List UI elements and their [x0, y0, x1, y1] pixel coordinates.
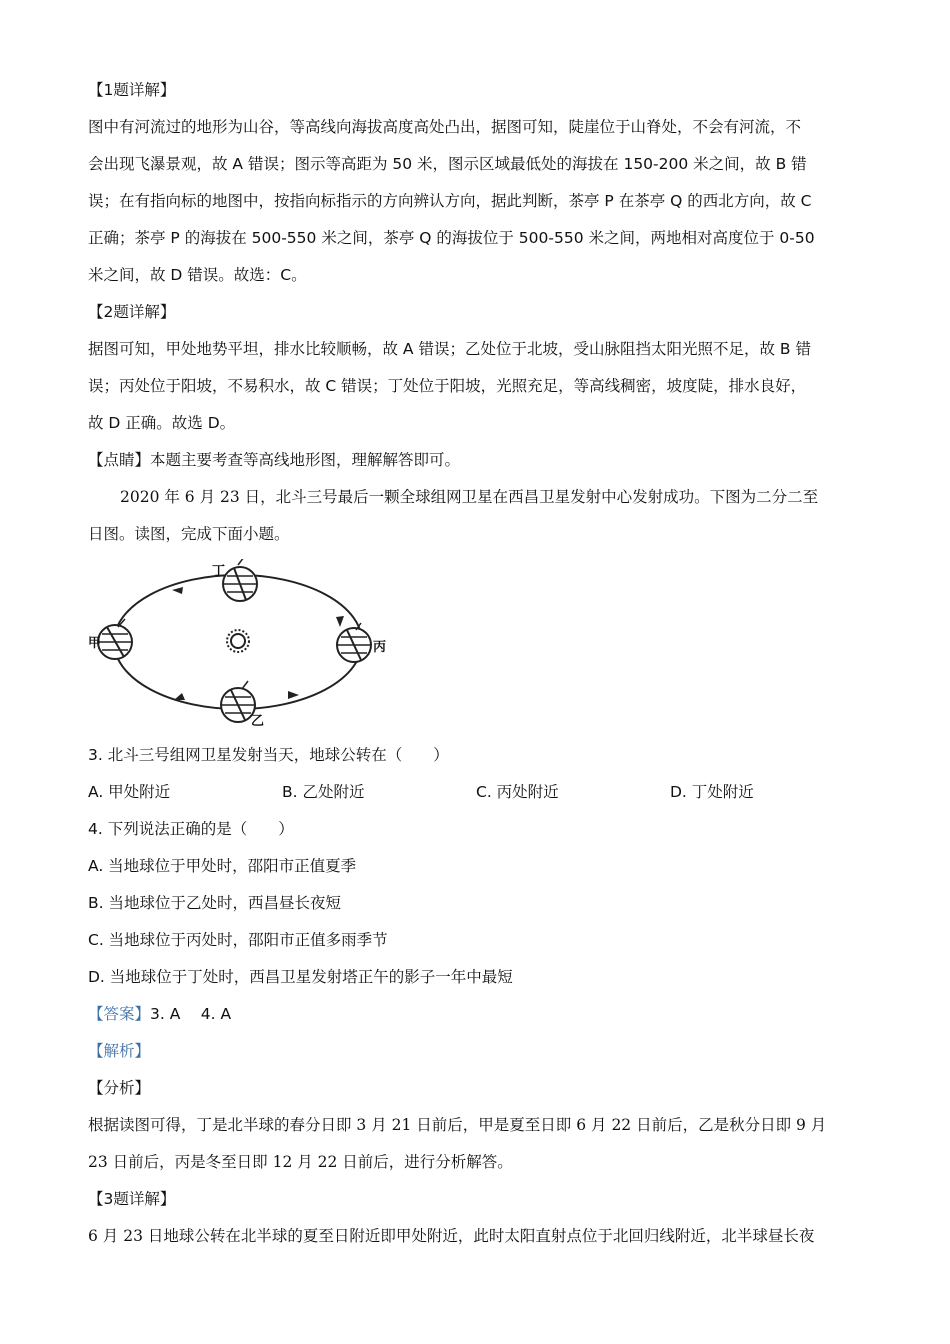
section1-line: 误；在有指向标的地图中，按指向标指示的方向辨认方向，据此判断，茶亭 P 在茶亭 Q 的西北方向，故 C — [88, 192, 812, 210]
section1-line: 米之间，故 D 错误。故选：C。 — [88, 266, 307, 284]
orbit-diagram — [88, 559, 388, 729]
label-ding: 丁 — [212, 564, 226, 579]
orbit-arrow — [172, 587, 183, 594]
answer-text: 3. A 4. A — [150, 1005, 232, 1023]
section1-heading: 【1题详解】 — [88, 81, 176, 99]
section2-line: 据图可知，甲处地势平坦，排水比较顺畅，故 A 错误；乙处位于北坡，受山脉阻挡太阳光照不足，故 B 错 — [88, 340, 811, 358]
question-3-options — [88, 774, 864, 811]
fenxi-heading: 【分析】 — [88, 1079, 151, 1097]
option-a[interactable]: A. 甲处附近 — [88, 783, 171, 801]
section2-line: 误；丙处位于阳坡，不易积水，故 C 错误；丁处位于阳坡，光照充足，等高线稠密，坡度陡，排水良好， — [88, 377, 807, 395]
earth-jia-icon — [98, 619, 132, 659]
fenxi-line: 23 日前后，丙是冬至日即 12 月 22 日前后，进行分析解答。 — [88, 1153, 513, 1171]
section1-line: 会出现飞瀑景观，故 A 错误；图示等高距为 50 米，图示区域最低处的海拔在 150-200 米之间，故 B 错 — [88, 155, 807, 173]
section1-line: 正确；茶亭 P 的海拔在 500-550 米之间，茶亭 Q 的海拔位于 500-550 米之间，两地相对高度位于 0-50 — [88, 229, 815, 247]
intro-line: 2020 年 6 月 23 日，北斗三号最后一颗全球组网卫星在西昌卫星发射中心发射成功。下图为二分二至 — [120, 488, 819, 506]
solstice-equinox-figure — [88, 559, 388, 729]
option-c[interactable]: C. 当地球位于丙处时，邵阳市正值多雨季节 — [88, 931, 388, 949]
sun-icon — [227, 630, 249, 652]
answer-label: 【答案】 — [88, 1005, 151, 1023]
orbit-arrow — [336, 616, 344, 627]
option-d[interactable]: D. 丁处附近 — [670, 783, 754, 801]
option-a[interactable]: A. 当地球位于甲处时，邵阳市正值夏季 — [88, 857, 357, 875]
document-page — [88, 72, 864, 1255]
intro-line: 日图。读图，完成下面小题。 — [88, 525, 290, 543]
question-3-stem: 3. 北斗三号组网卫星发射当天，地球公转在（ ） — [88, 746, 449, 764]
section2-heading: 【2题详解】 — [88, 303, 176, 321]
label-yi: 乙 — [251, 714, 265, 729]
section3-heading: 【3题详解】 — [88, 1190, 176, 1208]
label-jia: 甲 — [88, 636, 102, 651]
section1-line: 图中有河流过的地形为山谷，等高线向海拔高度高处凸出，据图可知，陡崖位于山脊处，不会有河流，不 — [88, 118, 802, 136]
section3-line: 6 月 23 日地球公转在北半球的夏至日附近即甲处附近，此时太阳直射点位于北回归线附近，北半球昼长夜 — [88, 1227, 815, 1245]
option-d[interactable]: D. 当地球位于丁处时，西昌卫星发射塔正午的影子一年中最短 — [88, 968, 513, 986]
earth-ding-icon — [223, 559, 257, 601]
answer-line — [88, 996, 864, 1033]
jiexi-label: 【解析】 — [88, 1042, 151, 1060]
option-c[interactable]: C. 丙处附近 — [476, 783, 559, 801]
section2-line: 故 D 正确。故选 D。 — [88, 414, 236, 432]
earth-bing-icon — [337, 623, 371, 662]
orbit-arrow — [174, 693, 185, 700]
orbit-arrow — [288, 691, 299, 699]
earth-yi-icon — [221, 681, 255, 722]
fenxi-line: 根据读图可得，丁是北半球的春分日即 3 月 21 日前后，甲是夏至日即 6 月 22 日前后，乙是秋分日即 9 月 — [88, 1116, 827, 1134]
question-4-stem: 4. 下列说法正确的是（ ） — [88, 820, 294, 838]
option-b[interactable]: B. 乙处附近 — [282, 783, 365, 801]
label-bing: 丙 — [373, 640, 387, 655]
option-b[interactable]: B. 当地球位于乙处时，西昌昼长夜短 — [88, 894, 341, 912]
dianjing-note: 【点睛】本题主要考查等高线地形图，理解解答即可。 — [88, 451, 461, 469]
